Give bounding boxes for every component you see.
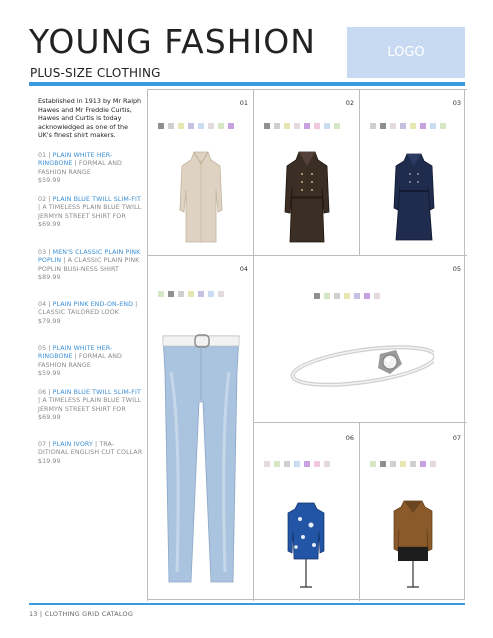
color-swatch[interactable] bbox=[364, 293, 370, 299]
color-swatch[interactable] bbox=[208, 123, 214, 129]
navy-coat-image bbox=[392, 152, 436, 244]
product-entry-01[interactable] bbox=[38, 152, 144, 186]
brown-jacket-image bbox=[392, 499, 434, 591]
color-swatch[interactable] bbox=[218, 123, 224, 129]
entry-price: $59.99 bbox=[38, 370, 61, 378]
color-swatch[interactable] bbox=[284, 461, 290, 467]
header-rule bbox=[29, 82, 465, 86]
color-swatches bbox=[158, 291, 224, 297]
color-swatch[interactable] bbox=[314, 293, 320, 299]
color-swatch[interactable] bbox=[334, 293, 340, 299]
color-swatch[interactable] bbox=[264, 461, 270, 467]
color-swatch[interactable] bbox=[390, 123, 396, 129]
color-swatch[interactable] bbox=[198, 123, 204, 129]
color-swatch[interactable] bbox=[370, 461, 376, 467]
color-swatch[interactable] bbox=[370, 123, 376, 129]
color-swatch[interactable] bbox=[410, 123, 416, 129]
color-swatch[interactable] bbox=[188, 123, 194, 129]
color-swatch[interactable] bbox=[390, 461, 396, 467]
product-entry-06[interactable] bbox=[38, 389, 144, 423]
color-swatch[interactable] bbox=[380, 461, 386, 467]
diamond-ring-image bbox=[284, 328, 434, 408]
color-swatch[interactable] bbox=[178, 291, 184, 297]
entry-number: 03 | bbox=[38, 249, 51, 256]
entry-desc: | CLASSIC TAILORED LOOK bbox=[38, 301, 138, 317]
product-entry-03[interactable] bbox=[38, 249, 144, 283]
color-swatches bbox=[264, 123, 340, 129]
entry-number: 05 | bbox=[38, 345, 51, 352]
entry-desc: | TRA-DITIONAL ENGLISH CUT COLLAR bbox=[38, 441, 143, 457]
color-swatch[interactable] bbox=[198, 291, 204, 297]
entry-price: $69.99 bbox=[38, 221, 61, 229]
color-swatch[interactable] bbox=[304, 461, 310, 467]
cell-number: 02 bbox=[345, 99, 354, 107]
grid-cell-07[interactable] bbox=[359, 422, 467, 601]
entry-desc: | FORMAL AND FASHION RANGE bbox=[38, 160, 122, 176]
blue-pattern-jacket-image bbox=[286, 501, 326, 591]
color-swatches bbox=[264, 461, 330, 467]
color-swatch[interactable] bbox=[188, 291, 194, 297]
color-swatch[interactable] bbox=[380, 123, 386, 129]
color-swatch[interactable] bbox=[400, 461, 406, 467]
color-swatches bbox=[314, 293, 380, 299]
color-swatch[interactable] bbox=[208, 291, 214, 297]
grid-cell-05[interactable] bbox=[253, 255, 467, 423]
entry-desc: | A TIMELESS PLAIN BLUE TWILL JERMYN STREET SHIRT FOR bbox=[38, 397, 142, 413]
color-swatch[interactable] bbox=[178, 123, 184, 129]
color-swatch[interactable] bbox=[324, 123, 330, 129]
entry-number: 02 | bbox=[38, 196, 51, 203]
product-entry-05[interactable] bbox=[38, 345, 144, 379]
entry-name: MEN'S CLASSIC PLAIN PINK POPLIN bbox=[38, 249, 141, 265]
color-swatch[interactable] bbox=[168, 291, 174, 297]
entry-price: $79.99 bbox=[38, 317, 61, 325]
logo-text: LOGO bbox=[387, 45, 425, 60]
entry-number: 06 | bbox=[38, 389, 51, 396]
color-swatch[interactable] bbox=[374, 293, 380, 299]
entry-name: PLAIN BLUE TWILL SLIM-FIT bbox=[52, 389, 141, 396]
logo-placeholder bbox=[347, 27, 465, 78]
cell-number: 01 bbox=[239, 99, 248, 107]
intro-text: Established in 1913 by Mr Ralph Hawes and Mr Freddie Curtis, Hawes and Curtis is today acknowledged as one of the UK's finest shirt makers. bbox=[38, 97, 142, 140]
color-swatch[interactable] bbox=[420, 123, 426, 129]
page-subtitle: PLUS-SIZE CLOTHING bbox=[30, 66, 161, 80]
cell-number: 04 bbox=[239, 265, 248, 273]
grid-cell-01[interactable] bbox=[147, 89, 254, 256]
entry-name: PLAIN BLUE TWILL SLIM-FIT bbox=[52, 196, 141, 203]
entry-price: $59.99 bbox=[38, 177, 61, 185]
color-swatch[interactable] bbox=[314, 123, 320, 129]
entry-number: 01 | bbox=[38, 152, 51, 159]
entry-name: PLAIN WHITE HER-RINGBONE bbox=[38, 345, 113, 361]
product-entry-07[interactable] bbox=[38, 441, 144, 466]
brown-trench-coat-image bbox=[284, 150, 330, 246]
color-swatch[interactable] bbox=[420, 461, 426, 467]
color-swatch[interactable] bbox=[294, 461, 300, 467]
product-entry-02[interactable] bbox=[38, 196, 144, 230]
page-title: YOUNG FASHION bbox=[29, 22, 316, 61]
entry-price: $89.99 bbox=[38, 274, 61, 282]
color-swatch[interactable] bbox=[284, 123, 290, 129]
color-swatch[interactable] bbox=[324, 461, 330, 467]
entry-price: $19.99 bbox=[38, 457, 61, 465]
product-entry-04[interactable] bbox=[38, 301, 144, 326]
cell-number: 03 bbox=[452, 99, 461, 107]
light-jeans-image bbox=[159, 332, 243, 586]
color-swatch[interactable] bbox=[314, 461, 320, 467]
color-swatch[interactable] bbox=[218, 291, 224, 297]
color-swatch[interactable] bbox=[354, 293, 360, 299]
color-swatch[interactable] bbox=[158, 291, 164, 297]
cell-number: 05 bbox=[452, 265, 461, 273]
page-footer: 13 | CLOTHING GRID CATALOG bbox=[29, 610, 134, 618]
color-swatch[interactable] bbox=[334, 123, 340, 129]
entry-desc: | A CLASSIC PLAIN PINK POPLIN BUSI-NESS SHIRT bbox=[38, 257, 140, 273]
color-swatches bbox=[158, 123, 234, 129]
color-swatch[interactable] bbox=[294, 123, 300, 129]
entry-name: PLAIN WHITE HER-RINGBONE bbox=[38, 152, 113, 168]
color-swatches bbox=[370, 461, 436, 467]
cell-number: 06 bbox=[345, 434, 354, 442]
grid-cell-02[interactable] bbox=[253, 89, 360, 256]
grid-cell-03[interactable] bbox=[359, 89, 467, 256]
color-swatch[interactable] bbox=[274, 461, 280, 467]
entry-desc: | FORMAL AND FASHION RANGE bbox=[38, 353, 122, 369]
color-swatch[interactable] bbox=[430, 461, 436, 467]
color-swatch[interactable] bbox=[344, 293, 350, 299]
color-swatch[interactable] bbox=[304, 123, 310, 129]
cell-number: 07 bbox=[452, 434, 461, 442]
color-swatch[interactable] bbox=[410, 461, 416, 467]
entry-name: PLAIN IVORY bbox=[52, 441, 93, 448]
color-swatch[interactable] bbox=[264, 123, 270, 129]
entry-price: $69.99 bbox=[38, 414, 61, 422]
color-swatch[interactable] bbox=[274, 123, 280, 129]
color-swatch[interactable] bbox=[430, 123, 436, 129]
color-swatch[interactable] bbox=[228, 123, 234, 129]
entry-number: 07 | bbox=[38, 441, 51, 448]
color-swatch[interactable] bbox=[324, 293, 330, 299]
entry-number: 04 | bbox=[38, 301, 51, 308]
product-grid bbox=[147, 89, 465, 600]
color-swatch[interactable] bbox=[168, 123, 174, 129]
sidebar bbox=[29, 89, 147, 600]
entry-name: PLAIN PINK END-ON-END bbox=[52, 301, 134, 308]
grid-cell-06[interactable] bbox=[253, 422, 360, 601]
entry-desc: | A TIMELESS PLAIN BLUE TWILL JERMYN STREET SHIRT FOR bbox=[38, 204, 142, 220]
color-swatches bbox=[370, 123, 446, 129]
color-swatch[interactable] bbox=[400, 123, 406, 129]
beige-coat-image bbox=[178, 150, 224, 246]
color-swatch[interactable] bbox=[158, 123, 164, 129]
color-swatch[interactable] bbox=[440, 123, 446, 129]
footer-rule bbox=[29, 603, 465, 605]
grid-cell-04[interactable] bbox=[147, 255, 254, 601]
